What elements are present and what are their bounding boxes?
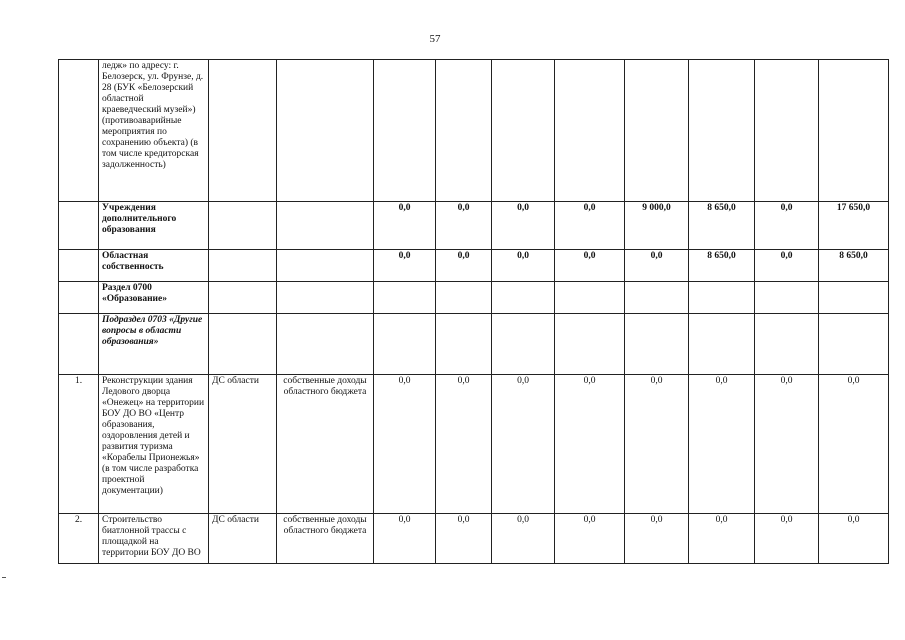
row-executor — [209, 202, 277, 250]
value-cell — [625, 60, 689, 202]
value-cell: 0,0 — [374, 375, 436, 514]
row-name: Строительство биатлонной трассы с площадкой на территории БОУ ДО ВО — [99, 514, 209, 564]
table-row — [59, 60, 889, 202]
value-cell — [689, 60, 755, 202]
value-cell — [374, 60, 436, 202]
value-cell: 0,0 — [819, 375, 889, 514]
value-cell: 0,0 — [492, 514, 555, 564]
row-index: 1. — [59, 375, 99, 514]
value-cell — [755, 314, 819, 375]
subsection-title: Подраздел 0703 «Другие вопросы в области образования» — [99, 314, 209, 375]
value-cell — [755, 282, 819, 314]
value-cell — [555, 314, 625, 375]
value-cell: 0,0 — [755, 250, 819, 282]
row-executor: ДС области — [209, 375, 277, 514]
value-cell: 0,0 — [436, 250, 492, 282]
margin-mark — [2, 577, 6, 578]
value-cell: 17 650,0 — [819, 202, 889, 250]
value-cell — [436, 60, 492, 202]
value-cell: 0,0 — [555, 202, 625, 250]
row-index — [59, 60, 99, 202]
section-title: Областная собственность — [99, 250, 209, 282]
value-cell — [492, 282, 555, 314]
table-row — [59, 250, 889, 282]
value-cell: 0,0 — [625, 250, 689, 282]
table-row — [59, 202, 889, 250]
row-index — [59, 202, 99, 250]
value-cell: 0,0 — [436, 202, 492, 250]
value-cell — [819, 60, 889, 202]
row-source — [277, 314, 374, 375]
table-row — [59, 314, 889, 375]
value-cell — [689, 314, 755, 375]
value-cell: 0,0 — [374, 250, 436, 282]
value-cell: 0,0 — [436, 375, 492, 514]
value-cell: 0,0 — [625, 514, 689, 564]
value-cell: 0,0 — [755, 375, 819, 514]
section-title: Учреждения дополнительного образования — [99, 202, 209, 250]
value-cell: 0,0 — [374, 202, 436, 250]
value-cell: 0,0 — [755, 202, 819, 250]
value-cell: 8 650,0 — [689, 250, 755, 282]
row-index — [59, 250, 99, 282]
value-cell — [625, 314, 689, 375]
value-cell — [555, 282, 625, 314]
value-cell: 0,0 — [555, 250, 625, 282]
row-source — [277, 282, 374, 314]
page-number: 57 — [429, 33, 441, 45]
value-cell — [374, 314, 436, 375]
value-cell: 0,0 — [492, 202, 555, 250]
row-index — [59, 282, 99, 314]
row-executor — [209, 314, 277, 375]
row-executor — [209, 60, 277, 202]
value-cell: 0,0 — [689, 514, 755, 564]
value-cell — [436, 282, 492, 314]
row-source — [277, 202, 374, 250]
row-source — [277, 250, 374, 282]
table-row — [59, 375, 889, 514]
value-cell — [819, 314, 889, 375]
value-cell: 0,0 — [555, 375, 625, 514]
value-cell — [819, 282, 889, 314]
row-source — [277, 60, 374, 202]
row-source: собственные доходы областного бюджета — [277, 514, 374, 564]
value-cell: 0,0 — [555, 514, 625, 564]
value-cell — [436, 314, 492, 375]
row-executor — [209, 250, 277, 282]
value-cell: 0,0 — [755, 514, 819, 564]
budget-table — [58, 59, 889, 564]
row-index: 2. — [59, 514, 99, 564]
section-title: Раздел 0700 «Образование» — [99, 282, 209, 314]
value-cell: 0,0 — [436, 514, 492, 564]
value-cell — [555, 60, 625, 202]
value-cell — [374, 282, 436, 314]
value-cell: 9 000,0 — [625, 202, 689, 250]
row-index — [59, 314, 99, 375]
value-cell: 0,0 — [689, 375, 755, 514]
table-row — [59, 514, 889, 564]
value-cell — [689, 282, 755, 314]
value-cell: 0,0 — [492, 250, 555, 282]
table-row — [59, 282, 889, 314]
value-cell — [492, 314, 555, 375]
value-cell: 8 650,0 — [819, 250, 889, 282]
row-source: собственные доходы областного бюджета — [277, 375, 374, 514]
row-name: ледж» по адресу: г. Белозерск, ул. Фрунзе, д. 28 (БУК «Белозерский областной краеведческий музей») (противоаварийные мероприятия по сохранению объекта) (в том числе кредиторская задолженность) — [99, 60, 209, 202]
value-cell: 0,0 — [492, 375, 555, 514]
value-cell — [625, 282, 689, 314]
value-cell: 0,0 — [819, 514, 889, 564]
value-cell: 8 650,0 — [689, 202, 755, 250]
row-executor — [209, 282, 277, 314]
value-cell: 0,0 — [374, 514, 436, 564]
value-cell: 0,0 — [625, 375, 689, 514]
value-cell — [755, 60, 819, 202]
value-cell — [492, 60, 555, 202]
row-name: Реконструкции здания Ледового дворца «Онежец» на территории БОУ ДО ВО «Центр образования, оздоровления детей и развития туризма «Корабелы Прионежья» (в том числе разработка проектной документации) — [99, 375, 209, 514]
row-executor: ДС области — [209, 514, 277, 564]
